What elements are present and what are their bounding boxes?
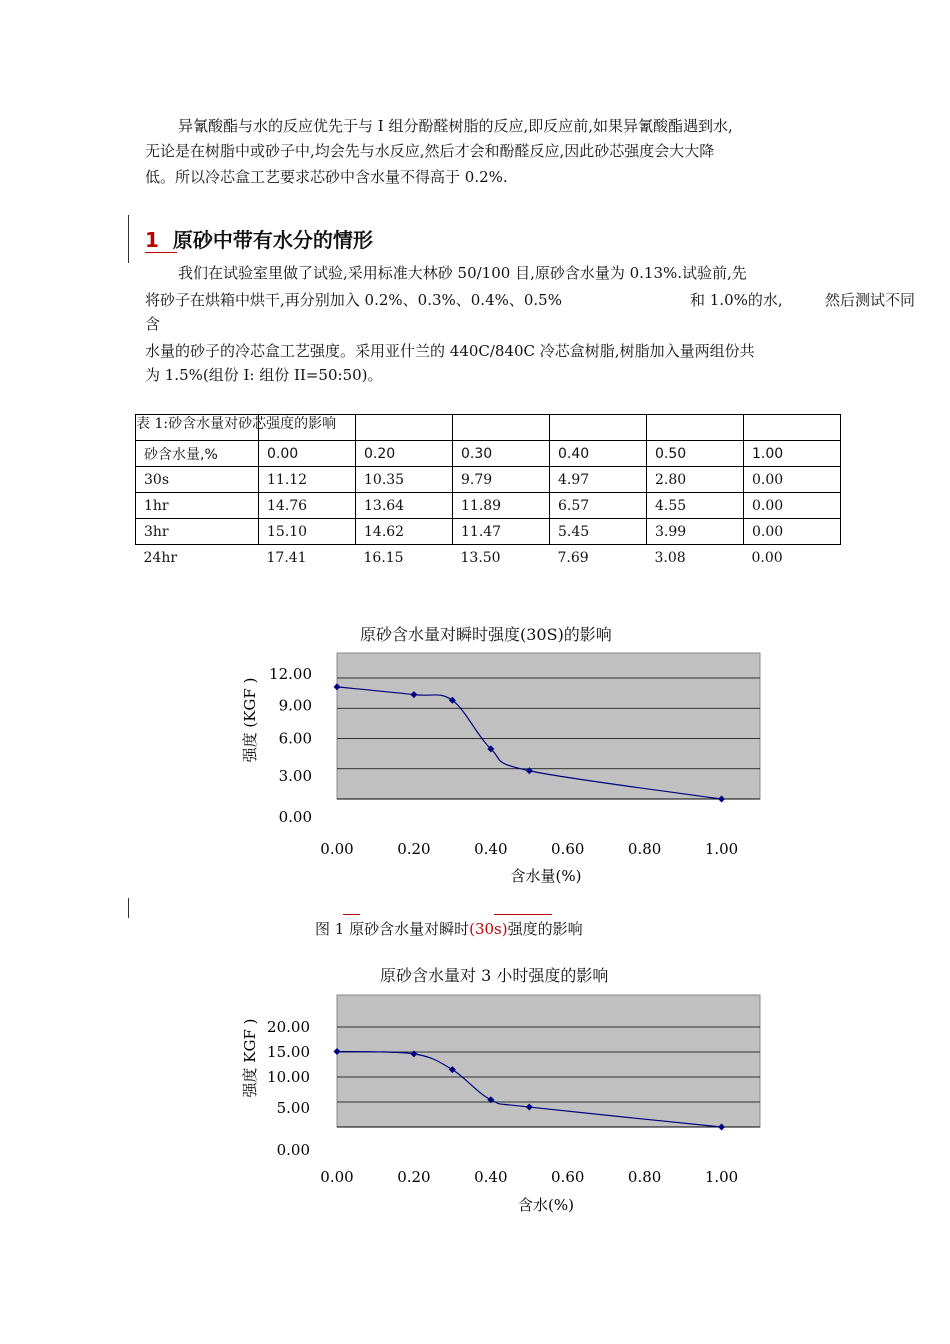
table-cell: 24hr [143, 549, 178, 566]
header-cell: 1.00 [744, 441, 841, 467]
table-cell: 9.79 [453, 467, 550, 493]
chart1-y-tick-label: 9.00 [278, 696, 312, 715]
table-cell: 0.00 [751, 549, 783, 566]
chart1-x-tick-label: 0.20 [397, 840, 431, 858]
table-cell: 3.99 [647, 519, 744, 545]
table-cell: 0.00 [744, 493, 841, 519]
table-cell: 5.45 [550, 519, 647, 545]
table-cell: 1hr [136, 493, 259, 519]
chart2-x-tick-label: 0.00 [320, 1168, 354, 1186]
chart1-y-tick-label: 3.00 [278, 766, 312, 785]
change-bar-2 [128, 898, 129, 918]
table-cell: 11.47 [453, 519, 550, 545]
chart2-line-chart [230, 990, 790, 1220]
table-row [136, 545, 841, 571]
figure1-caption [315, 918, 583, 939]
figure1-caption-suffix: 强度的影响 [507, 920, 583, 938]
table-row [136, 493, 841, 519]
table-row [136, 519, 841, 545]
para-line-1: 我们在试验室里做了试验,采用标准大林砂 50/100 目,原砂含水量为 0.13%.试验前,先 [178, 264, 747, 282]
section-title: 原砂中带有水分的情形 [172, 228, 373, 252]
chart2-y-tick-label: 0.00 [276, 1141, 310, 1159]
table-cell: 7.69 [557, 549, 589, 566]
intro-line-1: 异氰酸酯与水的反应优先于与 I 组分酚醛树脂的反应,即反应前,如果异氰酸酯遇到水, [178, 117, 733, 135]
para-line-5: 为 1.5%(组份 I: 组份 II=50:50)。 [145, 366, 383, 384]
table-cell: 16.15 [363, 549, 404, 566]
table-cell: 15.10 [259, 519, 356, 545]
table-cell: 4.55 [647, 493, 744, 519]
header-cell: 0.30 [453, 441, 550, 467]
table-cell: 0.00 [744, 519, 841, 545]
chart1-title: 原砂含水量对瞬时强度(30S)的影响 [360, 625, 612, 644]
chart1-plot-area [337, 653, 760, 799]
chart2-title: 原砂含水量对 3 小时强度的影响 [380, 966, 609, 985]
table-cell: 13.64 [356, 493, 453, 519]
chart1-x-tick-label: 0.80 [627, 840, 662, 858]
chart2-y-tick-label: 15.00 [267, 1043, 310, 1061]
para-line-2b: 和 1.0%的水, [690, 291, 783, 309]
table-caption-row [136, 415, 841, 441]
moisture-strength-table [135, 414, 841, 570]
table-cell: 14.62 [356, 519, 453, 545]
table-cell: 11.89 [453, 493, 550, 519]
chart1-y-axis-label: 强度 (KGF ) [241, 677, 259, 763]
table-cell: 13.50 [460, 549, 501, 566]
table-cell: 11.12 [259, 467, 356, 493]
header-cell: 0.00 [259, 441, 356, 467]
chart1-x-tick-label: 0.00 [320, 840, 354, 858]
table-cell: 14.76 [259, 493, 356, 519]
section-number: 1 [145, 228, 159, 252]
table-caption: 表 1:砂含水量对砂芯强度的影响 [136, 416, 337, 432]
table-cell: 3.08 [654, 549, 686, 566]
chart1-y-tick-label: 0.00 [278, 808, 312, 826]
header-cell: 0.20 [356, 441, 453, 467]
table-cell: 4.97 [550, 467, 647, 493]
caption-mark-1 [343, 914, 360, 915]
chart1-x-axis-label: 含水量(%) [510, 867, 582, 885]
table-cell: 0.00 [744, 467, 841, 493]
header-cell: 0.50 [647, 441, 744, 467]
chart2-x-tick-label: 1.00 [704, 1168, 739, 1186]
table-cell: 6.57 [550, 493, 647, 519]
chart2-x-axis-label: 含水(%) [518, 1196, 574, 1214]
chart1-y-tick-label: 12.00 [269, 665, 312, 683]
change-bar [128, 215, 129, 263]
chart2-x-tick-label: 0.20 [397, 1168, 431, 1186]
figure1-caption-red: (30s) [469, 920, 508, 938]
table-cell: 30s [136, 467, 259, 493]
table-cell: 3hr [136, 519, 259, 545]
chart1-line-chart [230, 648, 790, 896]
chart2-y-tick-label: 20.00 [267, 1018, 310, 1036]
chart2-y-axis-label: 强度 KGF ) [241, 1018, 259, 1098]
caption-mark-2 [494, 914, 552, 915]
table-cell: 2.80 [647, 467, 744, 493]
chart1-x-tick-label: 0.60 [551, 840, 585, 858]
chart2-y-tick-label: 10.00 [267, 1068, 310, 1086]
chart2-x-tick-label: 0.40 [474, 1168, 508, 1186]
para-line-2c: 然后测试不同 [825, 291, 916, 309]
para-line-3: 含 [145, 315, 161, 333]
intro-line-2: 无论是在树脂中或砂子中,均会先与水反应,然后才会和酚醛反应,因此砂芯强度会大大降 [145, 142, 715, 160]
chart1-x-tick-label: 0.40 [474, 840, 508, 858]
table-cell: 17.41 [266, 549, 307, 566]
section-heading [145, 224, 373, 253]
table-header-row [136, 441, 841, 467]
header-cell: 砂含水量,% [136, 441, 259, 467]
table-cell: 10.35 [356, 467, 453, 493]
chart2-y-tick-label: 5.00 [276, 1099, 310, 1117]
para-line-2a: 将砂子在烘箱中烘干,再分别加入 0.2%、0.3%、0.4%、0.5% [145, 291, 562, 309]
table-row [136, 467, 841, 493]
chart1-y-tick-label: 6.00 [278, 729, 312, 748]
header-cell: 0.40 [550, 441, 647, 467]
chart2-x-tick-label: 0.60 [551, 1168, 585, 1186]
section-number-underline [145, 252, 177, 253]
para-line-4: 水量的砂子的冷芯盒工艺强度。采用亚什兰的 440C/840C 冷芯盒树脂,树脂加入量两组份共 [145, 342, 755, 360]
figure1-caption-prefix: 图 1 原砂含水量对瞬时 [315, 920, 470, 938]
chart2-x-tick-label: 0.80 [627, 1168, 662, 1186]
chart1-x-tick-label: 1.00 [704, 840, 739, 858]
intro-line-3: 低。所以冷芯盒工艺要求芯砂中含水量不得高于 0.2%. [145, 168, 508, 186]
chart2-plot-area [337, 995, 760, 1127]
